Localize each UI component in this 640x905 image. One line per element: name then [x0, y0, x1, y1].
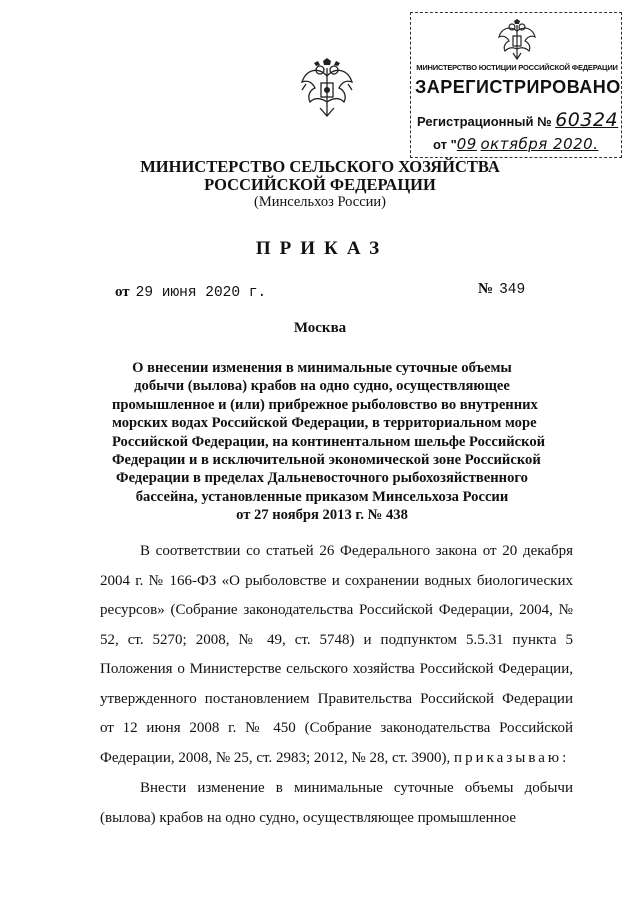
order-title-line: от 27 ноября 2013 г. № 438	[236, 507, 408, 524]
order-title-line: промышленное и (или) прибрежное рыболовство во внутренних	[112, 396, 538, 413]
order-number-value: 349	[499, 282, 526, 298]
coat-of-arms-icon	[298, 58, 356, 122]
order-date-value: 29 июня 2020 г.	[135, 285, 267, 301]
ministry-name-line1: МИНИСТЕРСТВО СЕЛЬСКОГО ХОЗЯЙСТВА	[140, 157, 500, 176]
order-title-line: морских водах Российской Федерации, в территориальном море	[112, 415, 537, 432]
order-title-line: бассейна, установленные приказом Минсельхоза России	[135, 488, 509, 505]
stamp-reg-number-handwritten: 60324	[555, 109, 619, 131]
body-paragraph-text: Внести изменение в минимальные суточные объемы добычи (вылова) крабов на одно судно, осуществляющее промышленное	[100, 780, 573, 826]
order-title-line: Российской Федерации, на континентальном шельфе Российской	[112, 433, 546, 450]
ministry-name	[0, 158, 640, 194]
order-date	[115, 284, 266, 301]
order-body	[100, 537, 573, 833]
order-title-line: О внесении изменения в минимальные суточные объемы	[132, 360, 512, 376]
stamp-registration-date	[433, 135, 599, 153]
order-date-label: от	[115, 284, 130, 300]
stamp-date-day-handwritten: 09	[456, 135, 477, 153]
body-paragraph-text: В соответствии со статьей 26 Федерального закона от 20 декабря 2004 г. № 166-ФЗ «О рыболовстве и сохранении водных биологических ресурсов» (Собрание законодательства Российской Федерации, 2004, № 52, ст. 5270; 2008, № 49, ст. 5748) и подпунктом 5.5.31 пункта 5 Положения о Министерстве сельского хозяйства Российской Федерации, утвержденного постановлением Правительства Российской Федерации от 12 июня 2008 г. № 450 (Собрание законодательства Российской Федерации, 2008, № 25, ст. 2983; 2012, № 28, ст. 3900),	[100, 543, 573, 766]
stamp-date-label: от "	[433, 137, 457, 152]
order-title-line: Федерации в пределах Дальневосточного рыбохозяйственного	[116, 470, 528, 487]
order-title	[112, 359, 546, 525]
stamp-reg-label: Регистрационный №	[417, 114, 552, 129]
stamp-registration-number	[417, 109, 618, 131]
stamp-date-rest-handwritten: октября 2020.	[480, 135, 599, 153]
document-type-heading: ПРИКАЗ	[255, 238, 389, 259]
coat-of-arms-icon	[495, 19, 539, 63]
order-directive: приказываю:	[454, 749, 570, 766]
order-title-line: Федерации и в исключительной экономической зоне Российской	[112, 452, 541, 469]
stamp-registered-label: ЗАРЕГИСТРИРОВАНО	[415, 77, 621, 97]
ministry-short-name: (Минсельхоз России)	[254, 194, 386, 210]
order-number-label: №	[478, 281, 494, 297]
body-paragraph	[100, 537, 573, 773]
order-title-line: добычи (вылова) крабов на одно судно, осуществляющее	[134, 378, 510, 395]
registration-stamp	[410, 12, 622, 158]
ministry-name-line2: РОССИЙСКОЙ ФЕДЕРАЦИИ	[204, 175, 436, 194]
stamp-ministry-name: МИНИСТЕРСТВО ЮСТИЦИИ РОССИЙСКОЙ ФЕДЕРАЦИИ	[416, 63, 618, 72]
body-paragraph	[100, 774, 573, 833]
city: Москва	[293, 320, 347, 336]
order-number	[478, 281, 525, 298]
